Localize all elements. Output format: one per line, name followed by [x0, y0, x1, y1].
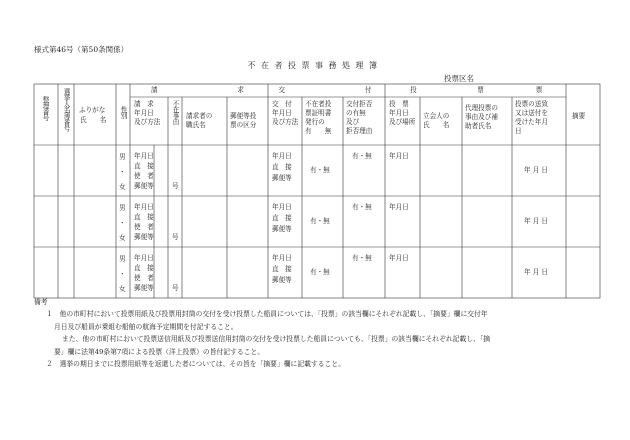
note-1-line-1: １ 他の市町村において投票用紙及び投票用封筒の交付を受け投票した船員については、「投票」の該当欄にそれぞれ記載し、「摘要」欄に交付年 — [46, 310, 488, 319]
request-date: 年月日 — [134, 203, 154, 211]
col-seikyu-nengappi: 請 求 年月日 及び方法 — [134, 100, 161, 126]
notes-section — [34, 296, 604, 370]
gender-dot: ・ — [119, 270, 126, 278]
gender-female: 女 — [119, 183, 126, 191]
delivery-post: 郵便等 — [272, 225, 292, 233]
delivery-date: 年月日 — [272, 203, 292, 211]
col-fuzai-jiyu: 不在事由 — [171, 100, 179, 125]
note-2: ２ 選挙の期日までに投票用紙等を返還した者については、その旨を「摘要」欄に記載すること。 — [46, 360, 345, 369]
delivery-post: 郵便等 — [272, 276, 292, 284]
group-kofu: 交 付 — [278, 86, 375, 94]
request-messenger: 使 者 — [134, 172, 154, 180]
col-seibetsu: 性別 — [119, 106, 127, 119]
group-tohyo: 投 票 — [410, 86, 487, 94]
gender-male: 男 — [119, 204, 126, 212]
sent-date: 年 月 日 — [524, 166, 548, 174]
col-tohyo-nengappi: 投 票 年月日 及び場所 — [389, 100, 416, 126]
request-direct: 直 接 — [134, 213, 154, 221]
notes-heading: 備考 — [34, 298, 48, 306]
refusal-flag: 有・無 — [352, 254, 372, 262]
col-kofu-nengappi: 交 付 年月日 及び方法 — [272, 100, 299, 126]
delivery-direct: 直 接 — [272, 214, 292, 222]
vote-date: 年月日 — [389, 152, 409, 160]
delivery-date: 年月日 — [272, 254, 292, 262]
gender-female: 女 — [119, 234, 126, 242]
gender-dot: ・ — [119, 168, 126, 176]
gender-male: 男 — [119, 153, 126, 161]
gender-male: 男 — [119, 255, 126, 263]
request-date: 年月日 — [134, 152, 154, 160]
note-1-line-2: 月日及び船員が乗組む船舶の航海予定期間を付記すること。 — [54, 322, 238, 331]
col-senkyonin-bango: 選挙人名簿番号 — [62, 88, 70, 131]
request-number: 号 — [172, 233, 179, 241]
certificate-flag: 有・無 — [310, 217, 330, 225]
note-1-line-3: また、他の市町村において投票送信用紙及び投票送信用封筒の交付を受け投票した船員についても、「投票」の該当欄にそれぞれ記載し、「摘 — [62, 335, 491, 344]
request-direct: 直 接 — [134, 162, 154, 170]
delivery-direct: 直 接 — [272, 163, 292, 171]
col-soutatsu: 投票の送致 又は送付を 受けた年月 日 — [515, 100, 548, 135]
vote-date: 年月日 — [389, 203, 409, 211]
col-tekiyo: 摘要 — [572, 112, 586, 120]
certificate-flag: 有・無 — [310, 268, 330, 276]
col-yubin-kubun: 郵便等投 票の区分 — [230, 112, 257, 129]
sent-date: 年 月 日 — [524, 217, 548, 225]
request-messenger: 使 者 — [134, 274, 154, 282]
delivery-post: 郵便等 — [272, 174, 292, 182]
request-number: 号 — [172, 182, 179, 190]
request-number: 号 — [172, 284, 179, 292]
col-tachiainin: 立会人の 氏 名 — [423, 112, 450, 129]
request-post: 郵便等 — [134, 284, 154, 292]
page-title: 不在者投票事務処理簿 — [247, 61, 383, 70]
vote-date: 年月日 — [389, 254, 409, 262]
request-post: 郵便等 — [134, 182, 154, 190]
refusal-flag: 有・無 — [352, 152, 372, 160]
col-seikyusha: 請求者の 職氏名 — [186, 112, 213, 129]
col-shomeisho: 不在者投 票証明書 発行の 有 無 — [305, 100, 332, 135]
sent-date: 年 月 日 — [524, 268, 548, 276]
gender-dot: ・ — [119, 219, 126, 227]
delivery-direct: 直 接 — [272, 265, 292, 273]
gender-female: 女 — [119, 285, 126, 293]
col-kofu-kyohi: 交付拒否 の有無 及び 拒否理由 — [346, 100, 373, 135]
request-direct: 直 接 — [134, 264, 154, 272]
col-dairi-tohyo: 代理投票の 事由及び補 助者氏名 — [465, 104, 498, 130]
col-furigana: ふりがな — [79, 106, 106, 114]
group-hyo: 票 — [535, 86, 543, 94]
col-seiri-bango: 整理番号 — [41, 96, 49, 121]
refusal-flag: 有・無 — [352, 203, 372, 211]
district-label: 投票区名 — [444, 74, 474, 83]
note-1-line-4: 要」欄に法第49条第7項による投票（洋上投票）の旨付記すること。 — [54, 347, 265, 356]
form-number: 様式第46号（第50条関係） — [34, 45, 129, 54]
request-post: 郵便等 — [134, 233, 154, 241]
request-messenger: 使 者 — [134, 223, 154, 231]
request-date: 年月日 — [134, 254, 154, 262]
delivery-date: 年月日 — [272, 152, 292, 160]
certificate-flag: 有・無 — [310, 166, 330, 174]
col-shimei: 氏 名 — [80, 116, 107, 124]
group-seikyu: 請 求 — [151, 86, 247, 94]
